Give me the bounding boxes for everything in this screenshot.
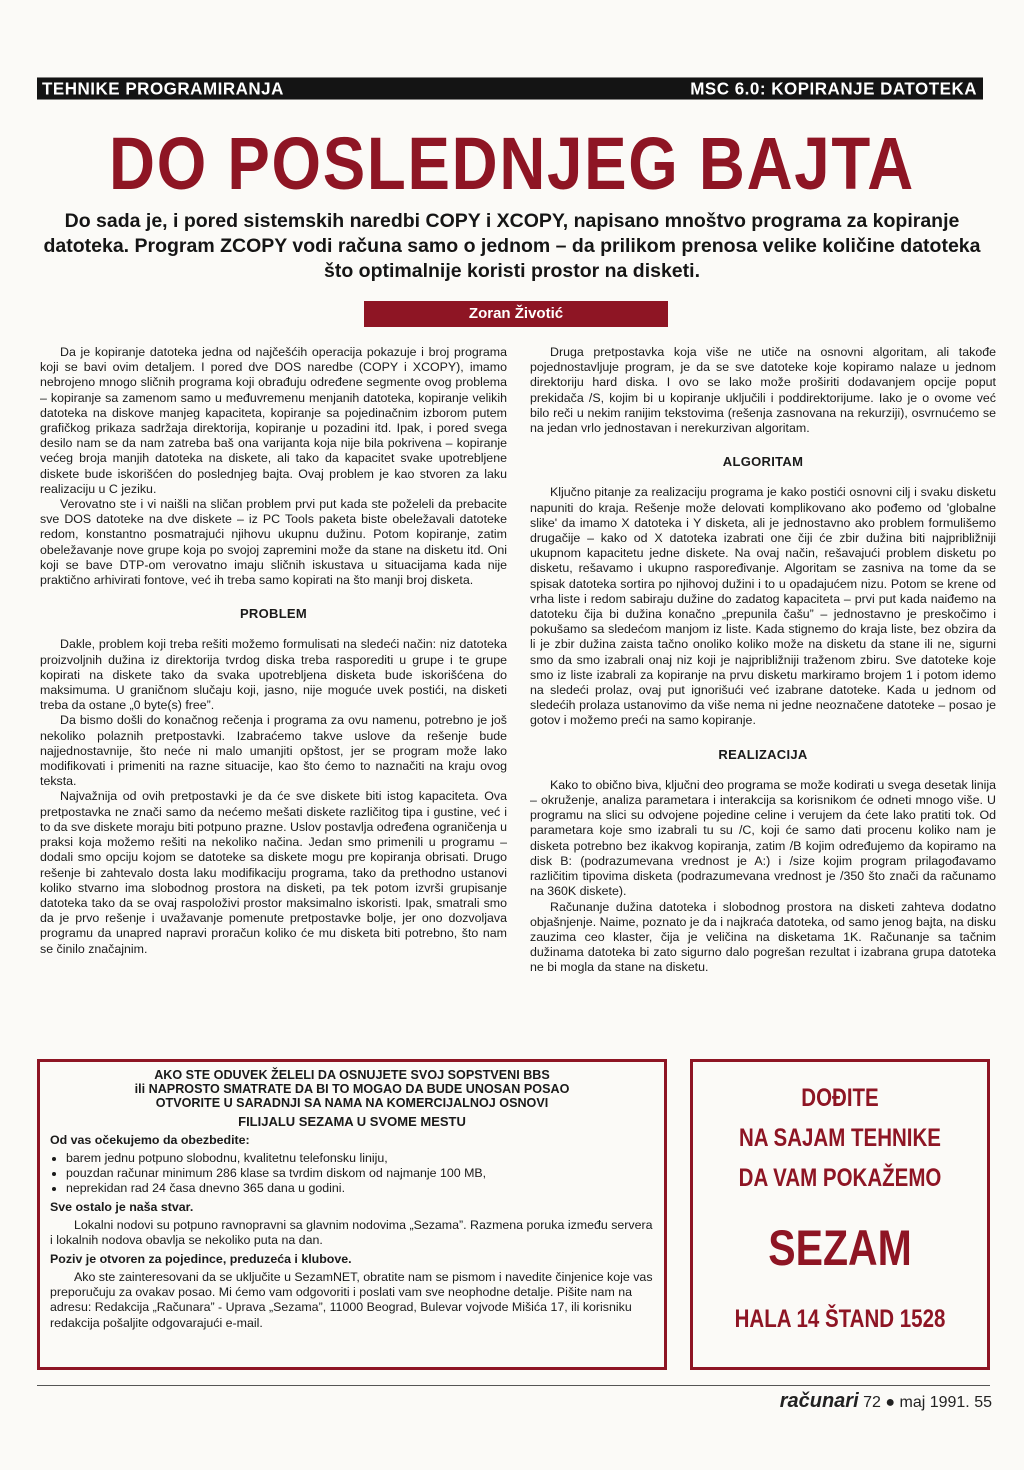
- ad-statement: Sve ostalo je naša stvar.: [50, 1200, 194, 1215]
- lede: Do sada je, i pored sistemskih naredbi COPY i XCOPY, napisano mnoštvo programa za kopiranje datoteka. Program ZCOPY vodi računa samo o jednom – da prilikom prenosa velike količine datoteka što optimalnije koristi prostor na disketi.: [43, 210, 981, 282]
- section-bar: [37, 77, 983, 99]
- ad-statement: Poziv je otvoren za pojedince, preduzeća i klubove.: [50, 1252, 352, 1267]
- fair-line: [719, 1078, 960, 1198]
- section-label: TEHNIKE PROGRAMIRANJA: [42, 78, 284, 99]
- paragraph: Kako to obično biva, ključni deo programa se može kodirati u svega desetak linija – okruženje, analiza parametara i interakcija sa korisnikom će odneti mnogo više. U programu na slici su odvojene pojedine celine i verujem da ćete lako pratiti tok. Od parametara koje smo izabrali tu su /C, koji će samo dati procenu koliko nam je disketa potrebno bez ikakvog kopiranja, zatim /B kojim određujemo da kopiramo na disk B: (podrazumevana vrednost je A:) i /size kojim program prilagođavamo različitim tipovima disketa (podrazumevana vrednost je /350 što znači da računamo na 360K diskete).: [530, 777, 996, 899]
- fair-line-3: DA VAM POKAŽEMO: [738, 1164, 942, 1192]
- paragraph: Druga pretpostavka koja više ne utiče na osnovni algoritam, ali takođe pojednostavljuje program, je da se sve datoteke koje kopiramo nalaze u jednom direktoriju hard diska. I ovo se lako može proširiti dodavanjem opcije poput prekidača /S, kojim bi u kopiranje uključili i poddirektorijume. Iako je o ovome već bilo reči u nekim ranijim tekstovima (rešenja zasnovana na rekurziji), osvrnućemo se na jedan vrlo jednostavan i nerekurzivan algoritam.: [530, 345, 996, 436]
- column-left: [40, 345, 507, 957]
- author-byline: Zoran Životić: [364, 301, 668, 327]
- ad-caption-line: OTVORITE U SARADNJI SA NAMA NA KOMERCIJALNOJ OSNOVI: [155, 1096, 549, 1110]
- section-heading-algoritam: ALGORITAM: [722, 454, 804, 470]
- ad-subhead: FILIJALU SEZAMA U SVOME MESTU: [238, 1114, 466, 1129]
- fair-hall: HALA 14 ŠTAND 1528: [734, 1305, 946, 1333]
- fair-line-1: DOĐITE: [801, 1084, 879, 1112]
- list-item: • neprekidan rad 24 časa dnevno 365 dana u godini.: [66, 1181, 654, 1196]
- fair-brand: SEZAM: [768, 1220, 912, 1276]
- page-footer: [780, 1390, 992, 1413]
- section-heading-realizacija: REALIZACIJA: [718, 746, 808, 762]
- column-right: [530, 345, 996, 976]
- ad-paragraph: Lokalni nodovi su potpuno ravnopravni sa glavnim nodovima „Sezama”. Razmena poruka između servera i lokalnih nodova obavlja se nekoliko puta na dan.: [50, 1217, 653, 1248]
- paragraph: Računanje dužina datoteka i slobodnog prostora na disketi zahteva dodatno objašnjenje. Naime, poznato je da i najkraća datoteka, od samo jenog bajta, na disku zauzima ceo klaster, čija je veličina na disketama 1K. Računanje sa tačnim dužinama datoteka bi zato sigurno dalo pogrešan rezultat i izabrana grupa datoteka ne bi mogla da stane na disketu.: [530, 899, 996, 975]
- magazine-logo: računari: [779, 1390, 859, 1412]
- paragraph: Dakle, problem koji treba rešiti možemo formulisati na sledeći način: niz datoteka proizvoljnih dužina iz direktorija tvrdog diska treba rasporediti u grupe i te grupe kopirati na diskete tako da svaka upotrebljena disketa bude iskorišćena do maksimuma. U graničnom slučaju koji, jasno, nije moguće uvek postići, na disketi treba da ostane „0 byte(s) free”.: [40, 637, 507, 713]
- bullet-separator: ●: [885, 1394, 896, 1411]
- headline: DO POSLEDNJEG BAJTA: [109, 122, 915, 205]
- fair-advert: [690, 1059, 990, 1370]
- list-item: • barem jednu potpuno slobodnu, kvalitetnu telefonsku liniju,: [66, 1151, 654, 1166]
- paragraph: Da bismo došli do konačnog rečenja i programa za ovu namenu, potrebno je još nekoliko polaznih pretpostavki. Izabraćemo takve uslove da rešenje bude najjednostavnije, što neće ni malo umanjiti opštost, jer se program može lako modifikovati i primeniti na razne situacije, kao što ćemo to naznačiti na kraju ovog teksta.: [40, 713, 507, 789]
- ad-requirements-title: Od vas očekujemo da obezbedite:: [50, 1133, 250, 1148]
- paragraph: Najvažnija od ovih pretpostavki je da će sve diskete biti istog kapaciteta. Ova pretpostavka ne znači samo da nećemo mešati diskete različitog tipa i gustine, već i to da sve diskete moraju biti potpuno prazne. Uslov postavlja određena ograničenja u praksi koja možemo rešiti na nekoliko načina. Jedan smo primenili u programu – dodali smo opciju kojom se datoteke sa diskete mogu pre kopiranja obrisati. Drugo rešenje bi zahtevalo dosta laku modifikaciju programa, tako da prethodno ustanovi koliko stvarno ima slobodnog prostora na disketi, pa tek potom izvrši grupisanje datoteka tako da se ovaj raspoloživi prostor maksimalno iskoristi. Ipak, smatrali smo da je prvo rešenje i uvažavanje pomenute pretpostavke bolje, jer ono dozvoljava programu da unapred napravi proračun koliko će mu disketa biti potrebno, što nam se činilo značajnim.: [40, 789, 508, 956]
- page-number: 55: [974, 1394, 992, 1411]
- requirements-list: [50, 1151, 654, 1197]
- fair-line-2: NA SAJAM TEHNIKE: [738, 1124, 941, 1152]
- ad-caption-line: AKO STE ODUVEK ŽELELI DA OSNUJETE SVOJ SOPSTVENI BBS: [154, 1068, 550, 1082]
- list-item: • pouzdan računar minimum 286 klase sa tvrdim diskom od najmanje 100 MB,: [66, 1166, 654, 1181]
- paragraph: Verovatno ste i vi naišli na sličan problem prvi put kada ste poželeli da prebacite sve DOS datoteke na dve diskete – iz PC Tools paketa biste obeležavali datoteke redom, konstantno posmatrajući njihovu ukupnu dužinu. Potom kopiranje, zatim obeležavanje nove grupe koja po svojoj zapremini može da stane na disketu itd. Oni koji se bave DTP-om verovatno imaju sličnih iskustava u situacijama kada nije praktično arhivirati fontove, već ih treba samo kopirati na što manji broj disketa.: [40, 497, 507, 588]
- bbs-advert: [37, 1059, 667, 1370]
- paragraph: Ključno pitanje za realizaciju programa je kako postići osnovni cilj i svaku disketu napuniti do kraja. Rešenje može delovati komplikovano ako pođemo od 'globalne slike' da imamo X datoteka i Y disketa, ali je jednostavno ako problem formulišemo drugačije – kako od X datoteka izabrati one čiji će zbir dužina biti najpribližniji ukupnom kapacitetu jedne diskete. Na ovaj način, rešavajući problem disketu po disketu, rešavamo i ukupno raspoređivanje. Algoritam se zasniva na tome da se spisak datoteka sortira po njihovoj dužini i to u opadajućem nizu. Potom se krene od vrha liste i redom sabiraju dužine do zadatog kapaciteta – prvi put kada naiđemo na datoteku čija bi dužina konačno „prepunila čašu” – jednostavno je preskočimo i pokušamo sa sledećom manjom iz liste. Kada stignemo do kraja liste, bez obzira da li je zbir dužina zaista tačno onoliko koliko može na disketu da stane ili ne, sigurni smo da smo izabrali onaj niz koji je najpribližniji traženom zbiru. Sve datoteke koje smo iz liste izabrali za kopiranje na prvu disketu markiramo brojem 1 i potom idemo na sledeći prolaz, ovaj put ignorišući već izabrane datoteke. Kada u jednom od sledećih prolaza ustanovimo da više nema ni jedne neoznačene datoteke – posao je gotov i možemo preći na samo kopiranje.: [530, 485, 996, 728]
- paragraph: Da je kopiranje datoteka jedna od najčešćih operacija pokazuje i broj programa koji se bavi ovim detaljem. I pored dve DOS naredbe (COPY i XCOPY), imamo nebrojeno mnogo sličnih programa koji obrađuju određene segmente ovog problema – kopiranje sa zamenom samo u međuvremenu menjanih datoteka, kopiranje velikih datoteka na diskove manjeg kapaciteta, kopiranje sa pojedinačnim izborom putem grafičkog prikaza sadržaja direktorija, kopiranje u pozadini itd. Ipak, i pored svega desilo nam se da nam zatreba baš ona varijanta koja nije bila pokrivena – kopiranje većeg broja manjih datoteka na diskete, ali tako da kapacitet svake upotrebljene diskete bude iskorišćen do poslednjeg bajta. Ovaj problem je kao stvoren za laku realizaciju u C jeziku.: [40, 345, 507, 496]
- issue-date: maj 1991.: [899, 1394, 970, 1411]
- ad-paragraph: Ako ste zainteresovani da se uključite u SezamNET, obratite nam se pismom i navedite činjenice koje vas preporučuju za ovakav posao. Mi ćemo vam odgovoriti i poslati vam sve neophodne detalje. Pišite nam na adresu: Redakcija „Računara” - Uprava „Sezama”, 11000 Beograd, Bulevar vojvode Mišića 17, ili korisniku redakcija pošaljite odgovarajući e-mail.: [50, 1269, 653, 1330]
- section-heading-problem: PROBLEM: [239, 606, 308, 622]
- ad-caption-line: ili NAPROSTO SMATRATE DA BI TO MOGAO DA BUDE UNOSAN POSAO: [134, 1082, 570, 1096]
- topic-label: MSC 6.0: KOPIRANJE DATOTEKA: [690, 78, 977, 99]
- footer-divider: [37, 1385, 990, 1386]
- issue-number: 72: [863, 1394, 881, 1411]
